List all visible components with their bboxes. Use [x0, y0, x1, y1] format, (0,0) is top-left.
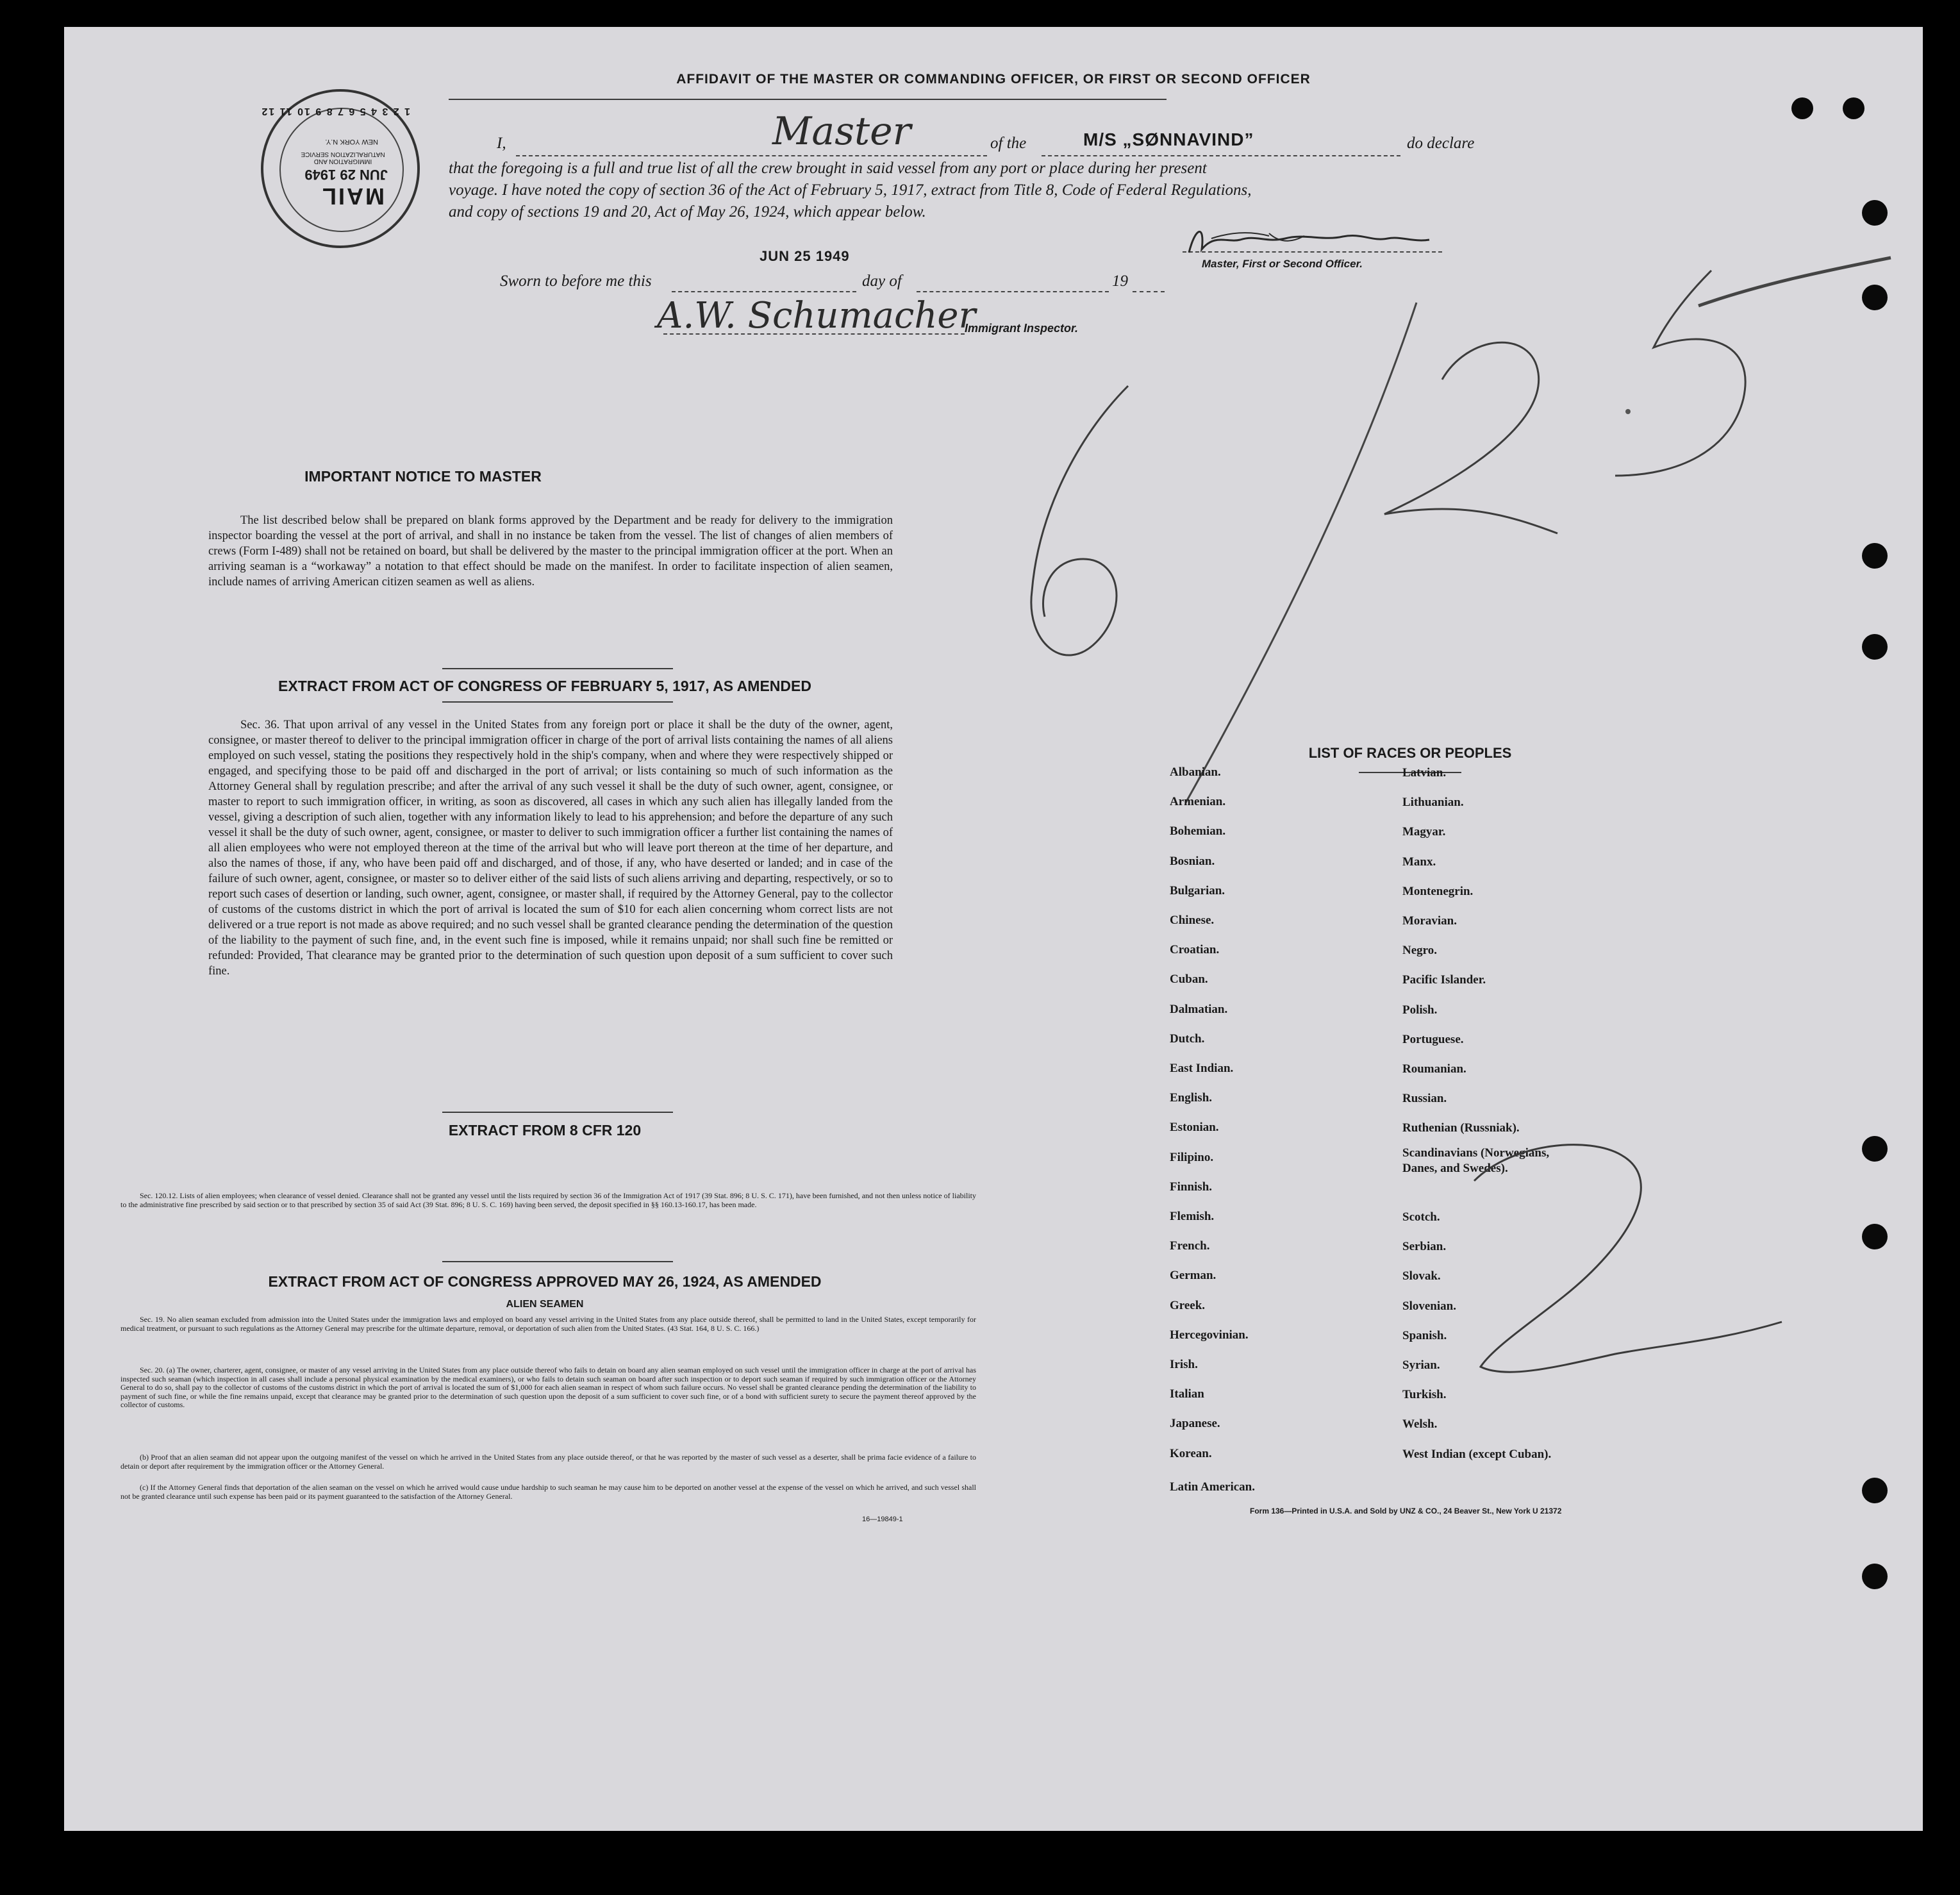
race-item: Serbian.: [1402, 1240, 1447, 1254]
race-item: West Indian (except Cuban).: [1402, 1447, 1552, 1461]
mail-stamp-date: JUN 29 1949: [304, 167, 388, 183]
extract-1924-subtitle: ALIEN SEAMEN: [506, 1299, 584, 1310]
races-title: LIST OF RACES OR PEOPLES: [1308, 745, 1512, 761]
race-item: Pacific Islander.: [1402, 973, 1486, 987]
form-sheet: [64, 27, 1923, 1831]
race-item: Slovenian.: [1402, 1299, 1456, 1313]
form-title: AFFIDAVIT OF THE MASTER OR COMMANDING OFFICER, OR FIRST OR SECOND OFFICER: [676, 72, 1311, 87]
extract-1917-title: EXTRACT FROM ACT OF CONGRESS OF FEBRUARY 5, 1917, AS AMENDED: [278, 678, 811, 694]
race-item: Dutch.: [1170, 1031, 1205, 1046]
extract-cfr-body: Sec. 120.12. Lists of alien employees; when clearance of vessel denied. Clearance shall not be granted any vessel until the lists required by section 36 of the Immigration Act of 1917 (39 Stat. 896; 8 U. S. C. 171), have been furnished, and not then unless notice of liability to the administrative fine prescribed by said section or to that prescribed by section 35 of said Act (39 Stat. 896; 8 U. S. C. 169) having been served, the deposit specified in §§ 160.13-160.17, has been made.: [120, 1191, 976, 1209]
binder-hole: [1862, 200, 1888, 226]
race-item: Cuban.: [1170, 973, 1208, 987]
extract-1924-sec20c: (c) If the Attorney General finds that deportation of the alien seaman on the vessel on which he arrived would cause undue hardship to such seaman he may cause him to be deported on another vessel at the expense of the vessel on which he arrived, and such vessel shall not be granted clearance until such expense has been paid or its payment guaranteed to the satisfaction of the Attorney General.: [120, 1483, 976, 1501]
race-item: Lithuanian.: [1402, 796, 1464, 810]
race-item: Roumanian.: [1402, 1062, 1466, 1076]
race-item: Latvian.: [1402, 766, 1447, 780]
race-item: Dalmatian.: [1170, 1002, 1228, 1016]
handwritten-2: [64, 27, 1923, 1831]
race-item: Manx.: [1402, 855, 1436, 869]
race-item: Bosnian.: [1170, 854, 1215, 868]
race-item: Negro.: [1402, 944, 1437, 958]
decl-of-the: of the: [990, 135, 1027, 152]
race-item: Magyar.: [1402, 825, 1446, 839]
race-item: Ruthenian (Russniak).: [1402, 1121, 1520, 1135]
extract-1924-form-code: 16—19849-1: [862, 1515, 903, 1523]
race-item: Finnish.: [1170, 1180, 1213, 1194]
inspector-caption: Immigrant Inspector.: [965, 322, 1079, 335]
race-item: Irish.: [1170, 1358, 1198, 1371]
race-item: Croatian.: [1170, 943, 1220, 957]
race-item: German.: [1170, 1269, 1217, 1283]
race-item: Spanish.: [1402, 1328, 1447, 1342]
race-item: Greek.: [1170, 1298, 1206, 1312]
binder-hole: [1862, 285, 1888, 310]
race-item: Syrian.: [1402, 1358, 1440, 1372]
race-item: Italian: [1170, 1387, 1204, 1401]
date-stamp: JUN 25 1949: [760, 248, 850, 264]
extract-1924-sec20a: Sec. 20. (a) The owner, charterer, agent, consignee, or master of any vessel arriving in the United States from any place outside thereof who fails to detain on board any alien seaman employed on such vessel until the immigration officer in charge at the port of arrival has inspected such seaman (which inspection in all cases shall include a personal physical examination by the medical examiners), or who fails to detain such seaman on board after such inspection or to deport such seaman if required by such immigration officer or the Attorney General to do so, shall pay to the collector of customs of the customs district in which the port of arrival is located the sum of $1,000 for each alien seaman in respect of whom such failure occurs. No vessel shall be granted clearance pending the determination of the liability to payment of such fine, or while the fine remains unpaid, except that clearance may be granted prior to the determination of such question upon the deposit of a sum sufficient to cover such fine, or of a bond with sufficient surety to secure the payment thereof approved by the collector of customs.: [120, 1365, 976, 1409]
race-item: East Indian.: [1170, 1062, 1234, 1075]
sworn-day-of: day of: [862, 272, 902, 290]
printer-line: Form 136—Printed in U.S.A. and Sold by UNZ & CO., 24 Beaver St., New York U 21372: [1250, 1507, 1562, 1515]
race-item: English.: [1170, 1091, 1213, 1105]
race-item: Montenegrin.: [1402, 884, 1474, 898]
extract-1917-body: Sec. 36. That upon arrival of any vessel in the United States from any foreign port or place it shall be the duty of the owner, agent, consignee, or master thereof to deliver to the principal immigration officer in charge of the port of arrival lists containing the names of all aliens employed on such vessel, stating the positions they respectively hold in the ship's company, when and where they were respectively shipped or engaged, and specifying those to be paid off and discharged in the port of arrival; or lists containing so much of such information as the Attorney General shall by regulation prescribe; and after the arrival of any such vessel it shall be the duty of such owner, agent, consignee, or master to report to such immigration officer, in writing, as soon as discovered, all cases in which any such alien has illegally landed from the vessel, giving a description of such alien, together with any information likely to lead to his apprehension; and before the departure of any such vessel it shall be the duty of such owner, agent, consignee, or master to deliver to such immigration officer a further list containing the names of all alien employees who were not employed thereon at the time of the arrival but who will leave port thereon at the time of her departure, and also the names of those, if any, who have been paid off and discharged, and of those, if any, who have deserted or landed; and in case of the failure of such owner, agent, consignee, or master so to deliver either of the said lists of such aliens arriving and departing, respectively, or so to report such cases of desertion or landing, such owner, agent, consignee, or master shall, if required by the Attorney General, pay to the collector of customs of the customs district in which the port of arrival is located the sum of $10 for each alien concerning whom correct lists are not delivered or a true report is not made as above required; and no such vessel shall be granted clearance pending the determination of the question of the liability to the payment of such fine, and, in the event such fine is imposed, while it remains unpaid; nor shall such fine be remitted or refunded: Provided, That clearance may be granted prior to the determination of such question upon deposit of a sum sufficient to cover such fine.: [208, 719, 893, 978]
notice-title: IMPORTANT NOTICE TO MASTER: [304, 468, 542, 485]
race-item: Filipino.: [1170, 1150, 1214, 1164]
race-item: Chinese.: [1170, 914, 1215, 927]
extract-cfr-title: EXTRACT FROM 8 CFR 120: [448, 1122, 642, 1139]
race-item: Slovak.: [1402, 1269, 1441, 1283]
mail-stamp-city: NEW YORK N.Y.: [325, 138, 378, 146]
race-item: French.: [1170, 1239, 1210, 1253]
officer-handwritten: Master: [772, 109, 911, 154]
binder-hole: [1862, 634, 1888, 660]
binder-hole: [1862, 1136, 1888, 1162]
race-item: Japanese.: [1170, 1417, 1220, 1431]
race-item: Russian.: [1402, 1092, 1447, 1106]
race-item: Bulgarian.: [1170, 883, 1225, 897]
binder-hole: [1862, 1564, 1888, 1589]
race-item: Portuguese.: [1402, 1032, 1464, 1046]
mail-stamp-digits: 1 2 3 4 5 6 7 8 9 10 11 12: [260, 106, 410, 117]
race-item: Latin American.: [1170, 1480, 1255, 1494]
race-item: Armenian.: [1170, 795, 1226, 809]
master-caption: Master, First or Second Officer.: [1202, 258, 1363, 270]
binder-hole: [1791, 97, 1813, 119]
extract-1924-title: EXTRACT FROM ACT OF CONGRESS APPROVED MAY 26, 1924, AS AMENDED: [268, 1273, 822, 1290]
race-item: Estonian.: [1170, 1121, 1219, 1135]
decl-line-1: that the foregoing is a full and true list of all the crew brought in said vessel from any port or place during her present: [449, 160, 1207, 177]
extract-1924-sec20b: (b) Proof that an alien seaman did not appear upon the outgoing manifest of the vessel on which he arrived in the United States from any place outside thereof, or that he was reported by the master of such vessel as a deserter, shall be prima facie evidence of a failure to detain or deport after requirement by the immigration officer or the Attorney General.: [120, 1453, 976, 1471]
mail-stamp-label: MAIL: [320, 183, 385, 210]
binder-hole: [1862, 1224, 1888, 1249]
race-item: Scotch.: [1402, 1210, 1440, 1224]
decl-i-prefix: I,: [497, 135, 506, 152]
extract-1924-sec19: Sec. 19. No alien seaman excluded from admission into the United States under the immigration laws and employed on board any vessel arriving in the United States from any place outside thereof, shall be permitted to land in the United States, except temporarily for medical treatment, or pursuant to such regulations as the Attorney General may prescribe for the ultimate departure, removal, or deportation of such alien from the United States. (43 Stat. 164, 8 U. S. C. 166.): [120, 1315, 976, 1333]
race-item: Moravian.: [1402, 914, 1457, 928]
race-item: Korean.: [1170, 1446, 1212, 1460]
sworn-prefix: Sworn to before me this: [500, 272, 652, 290]
race-item: Bohemian.: [1170, 824, 1226, 839]
decl-do-declare: do declare: [1407, 135, 1475, 152]
race-item: Welsh.: [1402, 1417, 1438, 1432]
race-item: Flemish.: [1170, 1210, 1215, 1223]
notice-body: The list described below shall be prepared on blank forms approved by the Department and be ready for delivery to the immigration inspector boarding the vessel at the port of arrival, and shall in no instance be taken from the vessel. The list of changes of alien members of crews (Form I-489) shall not be retained on board, but shall be delivered by the master to the principal immigration officer at the port. When an arriving seaman is a “workaway” a notation to that effect should be made on the manifest. In order to facilitate inspection of alien seamen, include names of arriving American citizen seamen as well as aliens.: [208, 514, 893, 589]
decl-line-2: voyage. I have noted the copy of section 36 of the Act of February 5, 1917, extract from Title 8, Code of Federal Regulations,: [449, 181, 1252, 199]
mail-stamp-agency: IMMIGRATION AND NATURALIZATION SERVICE: [301, 151, 385, 165]
binder-hole: [1862, 543, 1888, 569]
inspector-signature: A.W. Schumacher: [657, 295, 976, 337]
race-item: Hercegovinian.: [1170, 1328, 1249, 1342]
race-item: Turkish.: [1402, 1388, 1447, 1402]
race-item: Polish.: [1402, 1003, 1438, 1017]
binder-hole: [1862, 1478, 1888, 1503]
sworn-year: 19: [1112, 272, 1128, 290]
decl-line-3: and copy of sections 19 and 20, Act of May 26, 1924, which appear below.: [449, 203, 926, 221]
binder-hole: [1843, 97, 1864, 119]
vessel-name: M/S „SØNNAVIND”: [1083, 129, 1254, 149]
race-item: Scandinavians (Norwegians, Danes, and Swedes).: [1402, 1146, 1550, 1175]
race-item: Albanian.: [1170, 765, 1221, 779]
